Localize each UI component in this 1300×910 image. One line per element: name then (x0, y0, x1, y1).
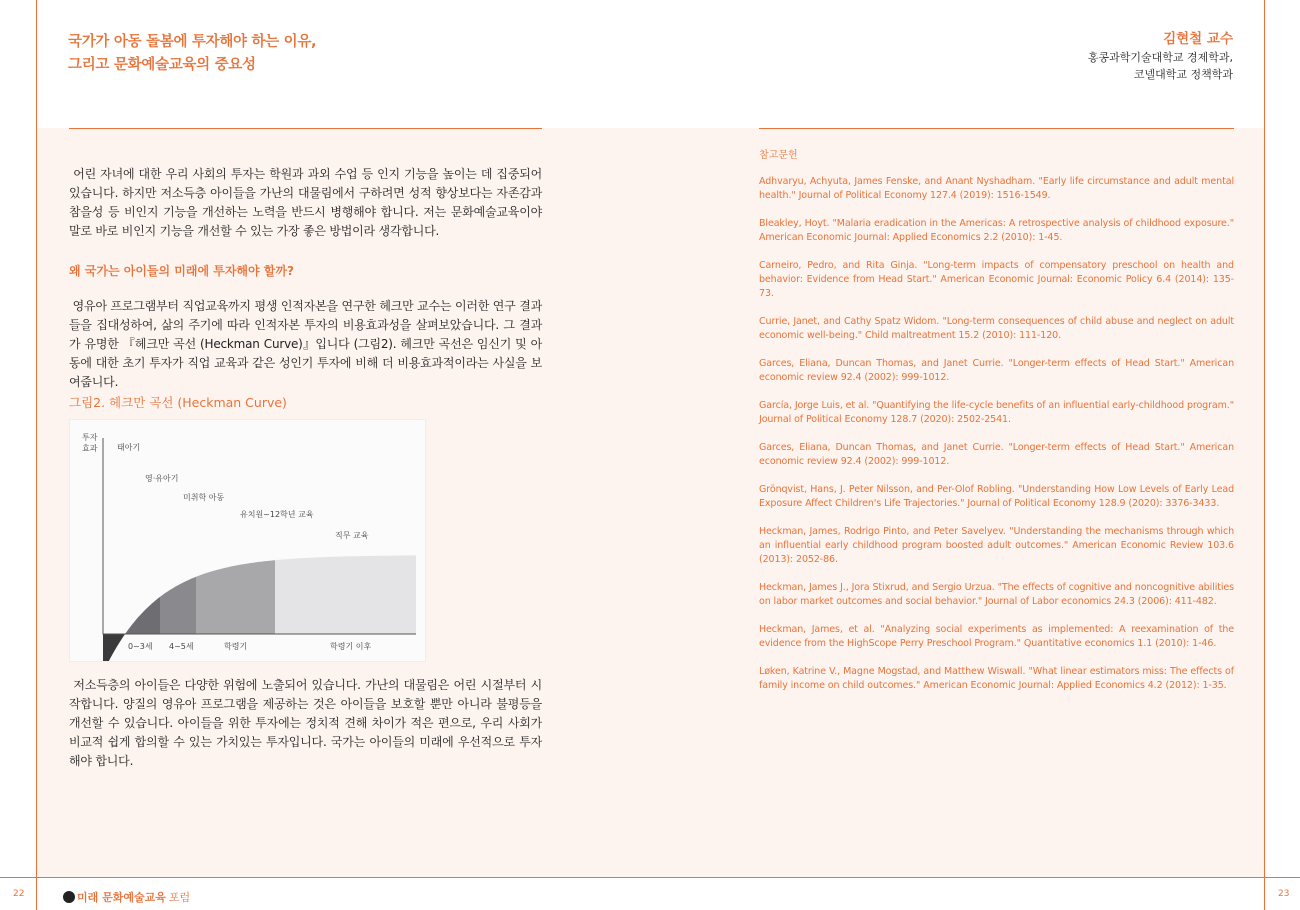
arte-logo-icon (63, 891, 75, 903)
x-tick-label: 0~3세 (128, 642, 153, 651)
footer-rule (0, 877, 1300, 878)
title-line-1: 국가가 아동 돌봄에 투자해야 하는 이유, (68, 34, 317, 50)
reference-item: García, Jorge Luis, et al. "Quantifying the life-cycle benefits of an influential early-childhood program." Journal of Political Economy 128.7 (2020): 2502-2541. (759, 400, 1234, 425)
chart-bands (103, 438, 416, 661)
stage-label: 영·유아기 (145, 474, 179, 483)
references-title: 참고문헌 (759, 150, 798, 161)
reference-item: Grönqvist, Hans, J. Peter Nilsson, and Per-Olof Robling. "Understanding How Low Levels of Early Lead Exposure Affect Children's Life Trajectories." Journal of Political Economy 128.9 (2020): 3376-3433. (759, 484, 1234, 509)
footer-brand-light: 포럼 (168, 891, 191, 904)
curve-band (160, 577, 196, 634)
page-number-right: 23 (1278, 889, 1290, 899)
reference-item: Bleakley, Hoyt. "Malaria eradication in the Americas: A retrospective analysis of childhood exposure." American Economic Journal: Applied Economics 2.2 (2010): 1-45. (759, 218, 1234, 243)
reference-item: Adhvaryu, Achyuta, James Fenske, and Anant Nyshadham. "Early life circumstance and adult mental health." Journal of Political Economy 127.4 (2019): 1516-1549. (759, 176, 1234, 201)
right-column-rule (759, 128, 1234, 129)
page-number-left: 22 (13, 889, 25, 899)
heckman-curve-figure (69, 419, 426, 662)
heckman-curve-chart (70, 420, 425, 661)
paragraph-3 (69, 676, 542, 771)
x-tick-label: 학령기 (224, 642, 248, 651)
author-block (1088, 31, 1233, 83)
reference-item: Heckman, James J., Jora Stixrud, and Sergio Urzua. "The effects of cognitive and noncognitive abilities on labor market outcomes and social behavior." Journal of Labor economics 24.3 (2006): 411-482. (759, 582, 1234, 607)
reference-item: Currie, Janet, and Cathy Spatz Widom. "Long-term consequences of child abuse and neglect on adult economic well-being." Child maltreatment 15.2 (2010): 111-120. (759, 316, 1234, 341)
author-name: 김현철 교수 (1163, 31, 1233, 47)
curve-band (275, 555, 416, 634)
reference-item: Garces, Eliana, Duncan Thomas, and Janet Currie. "Longer-term effects of Head Start." American economic review 92.4 (2002): 999-1012. (759, 358, 1234, 383)
left-margin-rule (36, 0, 37, 910)
paragraph-1 (69, 165, 542, 241)
curve-band (126, 597, 160, 634)
stage-label: 직무 교육 (335, 531, 369, 540)
references-section (759, 146, 1234, 707)
stage-label: 유치원~12학년 교육 (240, 510, 314, 519)
title-line-2: 그리고 문화예술교육의 중요성 (68, 57, 256, 73)
curve-band (103, 633, 126, 661)
paragraph-3-text: 저소득층의 아이들은 다양한 위험에 노출되어 있습니다. 가난의 대물림은 어린 시절부터 시작합니다. 양질의 영유아 프로그램을 제공하는 것은 아이들을 보호할 뿐만 아니라 불평등을 개선할 수 있습니다. 아이들을 위한 투자에는 정치적 견해 차이가 적은 편으로, 우리 사회가 비교적 쉽게 합의할 수 있는 가치있는 투자입니다. 국가는 아이들의 미래에 우선적으로 투자해야 합니다. (69, 678, 542, 768)
footer-brand-bold: 미래 문화예술교육 (77, 891, 166, 904)
references-list (759, 175, 1234, 693)
reference-item: Løken, Katrine V., Magne Mogstad, and Matthew Wiswall. "What linear estimators miss: The effects of family income on child outcomes." American Economic Journal: Applied Economics 4.2 (2012): 1-35. (759, 666, 1234, 691)
reference-item: Garces, Eliana, Duncan Thomas, and Janet Currie. "Longer-term effects of Head Start." American economic review 92.4 (2002): 999-1012. (759, 442, 1234, 467)
section-subheading: 왜 국가는 아이들의 미래에 투자해야 할까? (69, 264, 294, 278)
paragraph-2-text: 영유아 프로그램부터 직업교육까지 평생 인적자본을 연구한 헤크만 교수는 이러한 연구 결과들을 집대성하여, 삶의 주기에 따라 인적자본 투자의 비용효과성을 살펴보았습니다. 그 결과가 유명한 『헤크만 곡선 (Heckman Curve)』입니다 (그림2). 헤크만 곡선은 임신기 및 아동에 대한 초기 투자가 직업 교육과 같은 성인기 투자에 비해 더 비용효과적이라는 사실을 보여줍니다. (69, 299, 542, 389)
y-axis-label: 투자 (82, 433, 98, 442)
footer-brand (63, 889, 190, 905)
x-tick-label: 4~5세 (169, 642, 194, 651)
x-tick-label: 학령기 이후 (330, 642, 372, 651)
curve-band (196, 560, 275, 634)
stage-label: 태아기 (117, 443, 141, 452)
right-margin-rule (1264, 0, 1265, 910)
reference-item: Heckman, James, et al. "Analyzing social experiments as implemented: A reexamination of the evidence from the HighScope Perry Preschool Program." Quantitative economics 1.1 (2010): 1-46. (759, 624, 1234, 649)
stage-label: 미취학 아동 (183, 493, 225, 502)
reference-item: Heckman, James, Rodrigo Pinto, and Peter Savelyev. "Understanding the mechanisms through which an influential early childhood program boosted adult outcomes." American Economic Review 103.6 (2013): 2052-86. (759, 526, 1234, 565)
reference-item: Carneiro, Pedro, and Rita Ginja. "Long-term impacts of compensatory preschool on health and behavior: Evidence from Head Start." American Economic Journal: Economic Policy 6.4 (2014): 135-73. (759, 260, 1234, 299)
article-title (68, 31, 316, 77)
y-axis-label: 효과 (82, 444, 98, 453)
figure-caption: 그림2. 헤크만 곡선 (Heckman Curve) (69, 395, 287, 410)
author-affiliation-2: 코넬대학교 정책학과 (1133, 68, 1233, 81)
paragraph-1-text: 어린 자녀에 대한 우리 사회의 투자는 학원과 과외 수업 등 인지 기능을 높이는 데 집중되어 있습니다. 하지만 저소득층 아이들을 가난의 대물림에서 구하려면 성적 향상보다는 자존감과 참을성 등 비인지 기능을 개선하는 노력을 반드시 병행해야 합니다. 저는 문화예술교육이야 말로 바로 비인지 기능을 개선할 수 있는 가장 좋은 방법이라 생각합니다. (69, 167, 542, 238)
author-affiliation-1: 홍콩과학기술대학교 경제학과, (1087, 51, 1233, 64)
paragraph-2 (69, 297, 542, 392)
left-column-rule (69, 128, 542, 129)
